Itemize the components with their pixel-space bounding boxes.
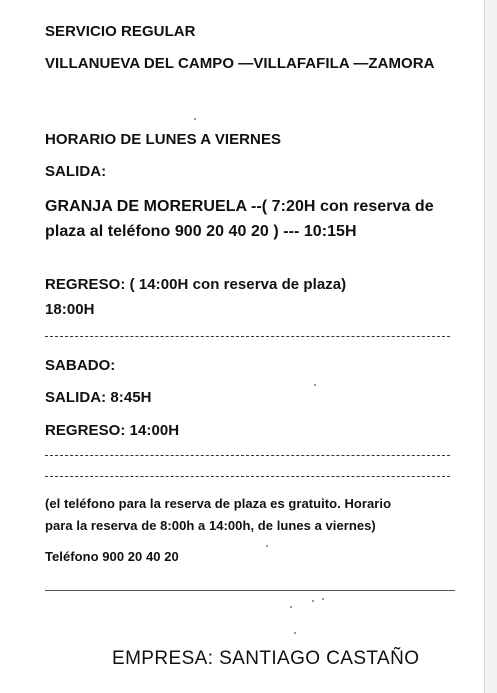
service-title: SERVICIO REGULAR [45, 23, 196, 40]
scan-speck [294, 632, 296, 634]
phone-line: Teléfono 900 20 40 20 [45, 549, 179, 564]
note-line-1: (el teléfono para la reserva de plaza es gratuito. Horario [45, 496, 392, 511]
separator-dashed-3 [45, 476, 450, 477]
separator-dashed-1 [45, 336, 450, 337]
departure-line-1: GRANJA DE MORERUELA --( 7:20H con reserva de [45, 198, 434, 215]
departure-heading: SALIDA: [45, 163, 107, 180]
scan-speck [322, 598, 324, 600]
page-edge [484, 0, 497, 693]
scan-speck [290, 606, 292, 608]
separator-solid [45, 590, 455, 591]
scan-speck [314, 384, 316, 386]
return-line-2: 18:00H [45, 301, 95, 318]
separator-dashed-2 [45, 455, 450, 456]
note-line-2: para la reserva de 8:00h a 14:00h, de lunes a viernes) [45, 518, 376, 533]
return-line-1: REGRESO: ( 14:00H con reserva de plaza) [45, 276, 347, 293]
scan-speck [266, 545, 268, 547]
scan-speck [194, 118, 196, 120]
saturday-departure: SALIDA: 8:45H [45, 389, 152, 406]
scan-speck [312, 600, 314, 602]
weekday-heading: HORARIO DE LUNES A VIERNES [45, 131, 282, 148]
saturday-return: REGRESO: 14:00H [45, 422, 180, 439]
departure-line-2: plaza al teléfono 900 20 40 20 ) --- 10:15H [45, 223, 357, 240]
saturday-heading: SABADO: [45, 357, 116, 374]
company-name: EMPRESA: SANTIAGO CASTAÑO [112, 648, 420, 669]
route-title: VILLANUEVA DEL CAMPO —VILLAFAFILA —ZAMORA [45, 55, 435, 72]
